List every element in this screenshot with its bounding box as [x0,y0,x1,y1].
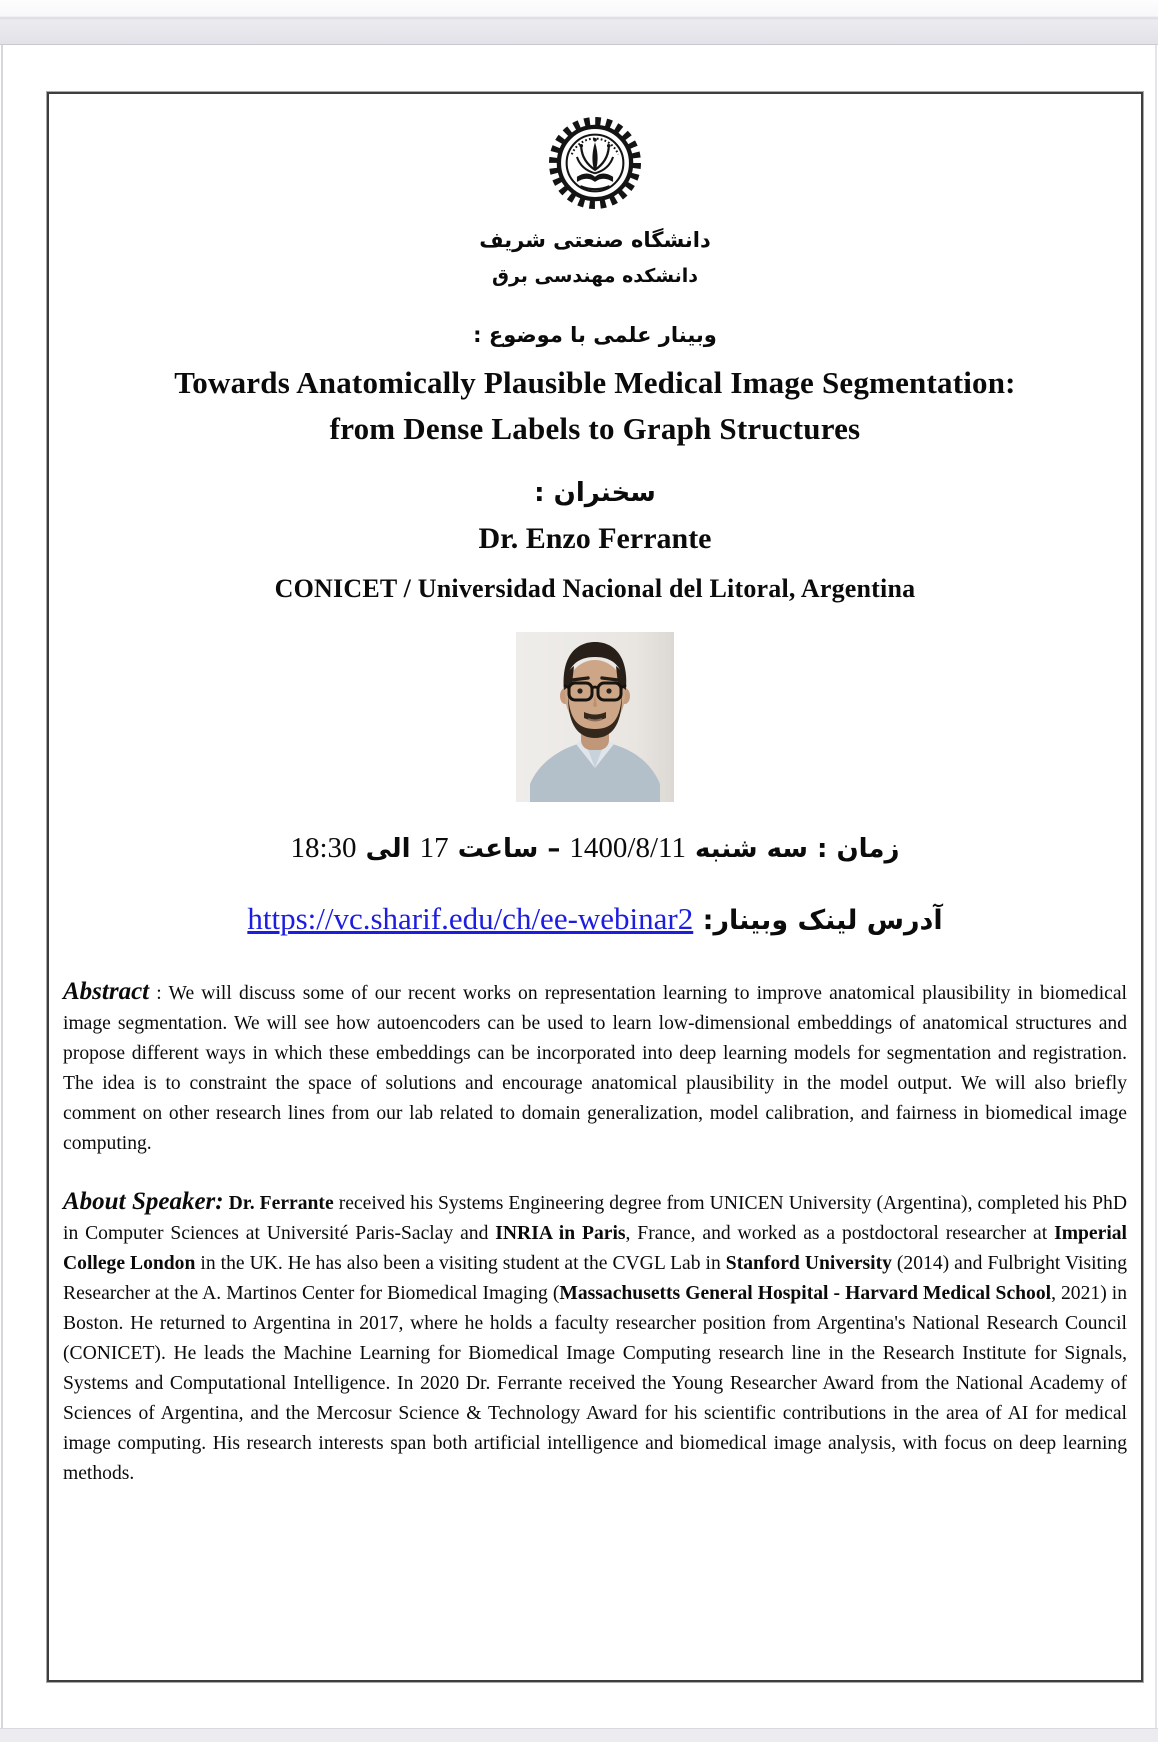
webinar-title-line1: Towards Anatomically Plausible Medical Image Segmentation: [174,365,1016,400]
abstract-paragraph: Abstract : We will discuss some of our recent works on representation learning to improve anatomical plausibility in biomedical image segmentation. We will see how autoencoders can be used to learn low-dimensional embeddings of anatomical structures and propose different ways in which these embeddings can be incorporated into deep learning models for segmentation and registration. The idea is to constraint the space of solutions and encourage anatomical plausibility in the model output. We will also briefly comment on other research lines from our lab related to domain generalization, model calibration, and fairness in biomedical image computing. [63,978,1127,1154]
sharif-university-logo [49,114,1141,212]
viewer-gutter-bottom [0,1728,1158,1742]
speaker-photo [49,632,1141,802]
webinar-link[interactable]: https://vc.sharif.edu/ch/ee-webinar2 [247,901,694,936]
about-speaker-paragraph: About Speaker: Dr. Ferrante received his Systems Engineering degree from UNICEN University (Argentina), completed his PhD in Computer Sciences at Université Paris-Saclay and INRIA in Paris, France, and worked as a postdoctoral researcher at Imperial College London in the UK. He has also been a visiting student at the CVGL Lab in Stanford University (2014) and Fulbright Visiting Researcher at the A. Martinos Center for Biomedical Imaging (Massachusetts General Hospital - Harvard Medical School, 2021) in Boston. He returned to Argentina in 2017, where he holds a faculty researcher position from Argentina's National Research Council (CONICET). He leads the Machine Learning for Biomedical Image Computing research line in the Research Institute for Signals, Systems and Computational Intelligence. In 2020 Dr. Ferrante received the Young Researcher Award from the National Academy of Sciences of Argentina, and the Mercosur Science & Technology Award for his scientific contributions in the area of AI for medical image computing. His research interests span both artificial intelligence and biomedical image analysis, with focus on deep learning methods. [63,1188,1127,1484]
speaker-affiliation: CONICET / Universidad Nacional del Litoral, Argentina [274,574,916,603]
poster-frame [47,92,1143,1682]
webinar-link-row [49,901,1141,937]
viewer-gutter-top [0,0,1158,45]
faculty-name: دانشکده مهندسی برق [491,265,699,287]
webinar-title-line2: from Dense Labels to Graph Structures [329,411,861,446]
webinar-time: زمان : سه شنبه 1400/8/11 – ساعت 17 الی 18:30 [290,832,900,864]
university-name: دانشگاه صنعتی شریف [479,228,711,252]
speaker-portrait-image [516,632,674,802]
university-emblem-icon [543,114,647,212]
webinar-link-label: آدرس لینک وبینار: [702,905,943,936]
webinar-topic-label: وبینار علمی با موضوع : [473,323,717,347]
speaker-label: سخنران : [534,478,656,508]
speaker-name: Dr. Enzo Ferrante [478,522,712,555]
document-page [3,45,1155,1728]
